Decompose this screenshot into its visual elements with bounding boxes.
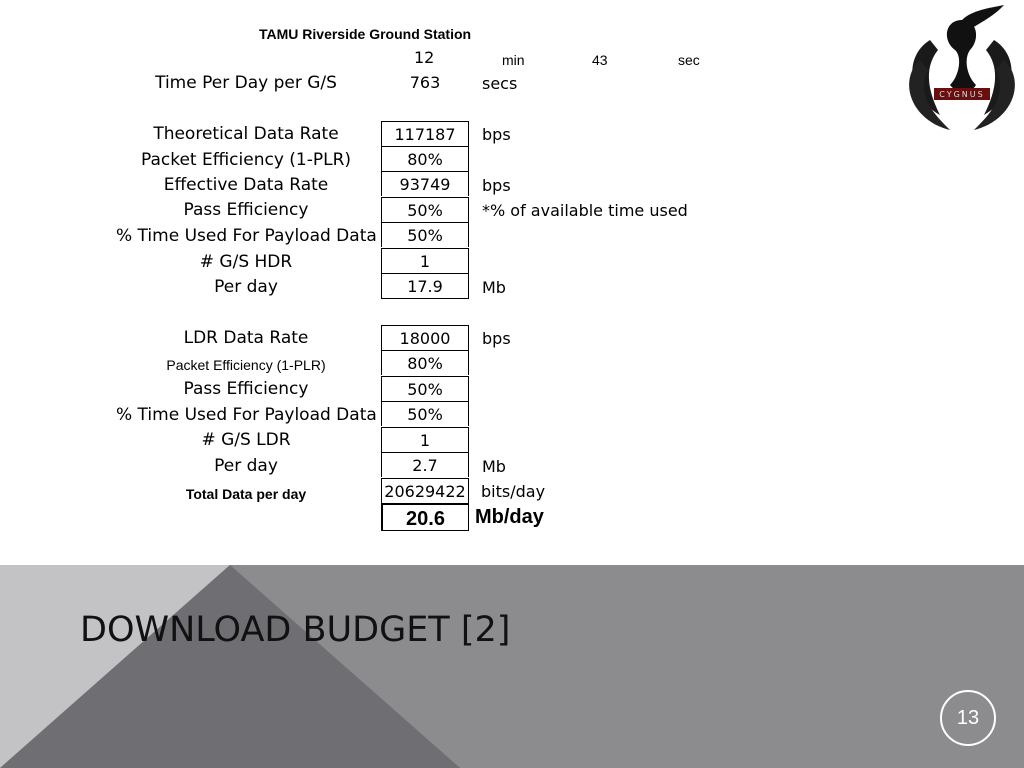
hdr-row-value: 80% bbox=[381, 146, 469, 171]
ldr-row-label: LDR Data Rate bbox=[183, 328, 309, 348]
hdr-row-label: Theoretical Data Rate bbox=[153, 124, 339, 144]
seconds-value: 43 bbox=[592, 52, 608, 68]
minutes-unit: min bbox=[502, 52, 525, 68]
ldr-row-unit: Mb bbox=[482, 457, 506, 476]
hdr-row-unit: bps bbox=[482, 125, 511, 144]
ldr-row-label: Packet Efficiency (1-PLR) bbox=[166, 357, 326, 373]
ldr-row-value: 80% bbox=[381, 350, 469, 375]
ldr-row-value: 18000 bbox=[381, 325, 469, 350]
hdr-row-value: 93749 bbox=[381, 171, 469, 196]
slide-footer bbox=[0, 565, 1024, 768]
time-per-day-unit: secs bbox=[482, 74, 518, 93]
total-label: Total Data per day bbox=[185, 486, 307, 502]
minutes-value: 12 bbox=[414, 48, 435, 67]
hdr-row-unit: *% of available time used bbox=[482, 201, 688, 220]
hdr-row-label: Pass Efficiency bbox=[183, 200, 309, 220]
ldr-row-value: 50% bbox=[381, 376, 469, 401]
ldr-row-label: # G/S LDR bbox=[201, 430, 291, 450]
hdr-row-value: 17.9 bbox=[381, 273, 469, 299]
total-mb-unit: Mb/day bbox=[475, 506, 544, 528]
hdr-row-label: Per day bbox=[214, 277, 278, 297]
hdr-row-label: Effective Data Rate bbox=[163, 175, 329, 195]
hdr-row-value: 1 bbox=[381, 248, 469, 273]
station-title: TAMU Riverside Ground Station bbox=[259, 26, 472, 42]
hdr-row-label: Packet Efficiency (1-PLR) bbox=[140, 150, 352, 170]
ldr-row-label: Pass Efficiency bbox=[183, 379, 309, 399]
footer-shapes bbox=[0, 565, 1024, 768]
svg-text:CYGNUS: CYGNUS bbox=[939, 90, 985, 99]
ldr-row-value: 2.7 bbox=[381, 452, 469, 477]
time-per-day-value: 763 bbox=[409, 73, 441, 92]
ldr-row-value: 50% bbox=[381, 401, 469, 426]
ldr-row-value: 1 bbox=[381, 427, 469, 452]
total-bits-value: 20629422 bbox=[381, 478, 469, 503]
hdr-row-unit: Mb bbox=[482, 278, 506, 297]
cygnus-logo bbox=[900, 0, 1024, 135]
total-mb-value: 20.6 bbox=[381, 503, 469, 531]
page-number: 13 bbox=[940, 690, 996, 746]
time-per-day-label: Time Per Day per G/S bbox=[155, 73, 337, 93]
hdr-row-value: 50% bbox=[381, 197, 469, 222]
ldr-row-unit: bps bbox=[482, 329, 511, 348]
hdr-row-unit: bps bbox=[482, 176, 511, 195]
hdr-row-value: 117187 bbox=[381, 121, 469, 146]
total-bits-unit: bits/day bbox=[481, 482, 546, 501]
hdr-row-label: % Time Used For Payload Data bbox=[116, 226, 377, 246]
ldr-row-label: % Time Used For Payload Data bbox=[116, 405, 377, 425]
ldr-row-label: Per day bbox=[214, 456, 278, 476]
slide-title: DOWNLOAD BUDGET [2] bbox=[80, 610, 511, 650]
seconds-unit: sec bbox=[678, 52, 700, 68]
hdr-row-value: 50% bbox=[381, 222, 469, 247]
hdr-row-label: # G/S HDR bbox=[199, 252, 293, 272]
